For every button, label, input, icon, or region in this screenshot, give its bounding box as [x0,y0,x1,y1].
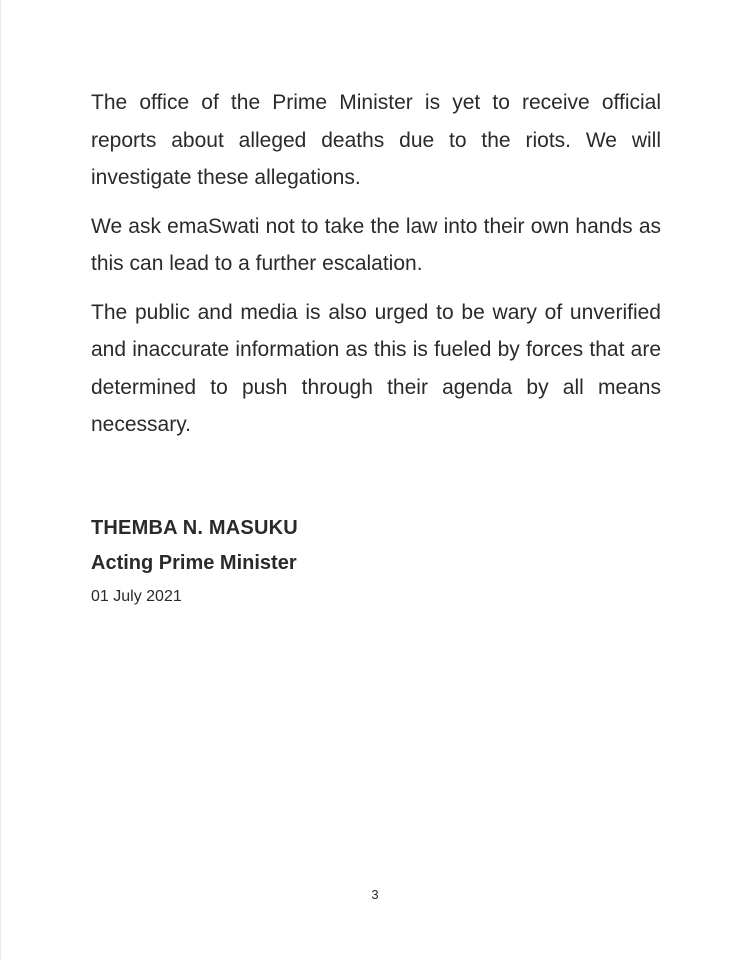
document-date: 01 July 2021 [91,588,182,605]
document-body [91,84,661,455]
signatory-name: THEMBA N. MASUKU [91,517,298,539]
paragraph-official-reports: The office of the Prime Minister is yet to receive official reports about alleged deaths due to the riots. We will investigate these allegations. [91,91,661,189]
signatory-title: Acting Prime Minister [91,552,297,574]
paragraph-law-warning: We ask emaSwati not to take the law into their own hands as this can lead to a further escalation. [91,214,661,275]
signature-block [91,512,491,610]
page-number: 3 [371,887,379,902]
paragraph-public-media: The public and media is also urged to be wary of unverified and inaccurate information as this is fueled by forces that are determined to push through their agenda by all means necessary. [91,300,661,436]
